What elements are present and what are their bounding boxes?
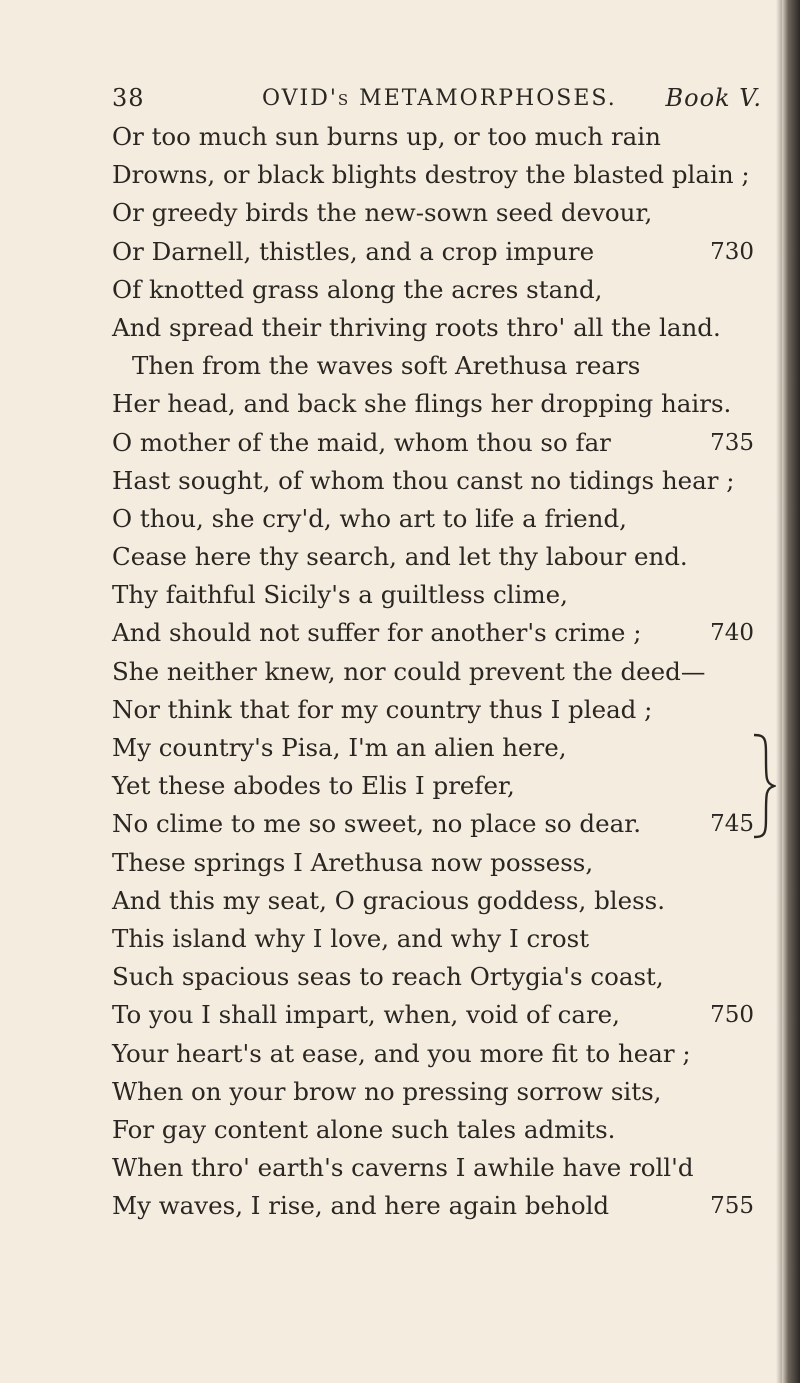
verse-line [112,1187,762,1225]
verse-text: Such spacious seas to reach Ortygia's coast, [112,962,664,992]
verse-line [112,194,762,232]
verse-line [112,920,762,958]
verse-text: Hast sought, of whom thou canst no tidings hear ; [112,465,735,495]
verse-line [112,882,762,920]
book-label: Book V. [665,84,762,112]
verse-text: She neither knew, nor could prevent the deed— [112,656,706,686]
verse-line [112,1149,762,1187]
verse-text: Drowns, or black blights destroy the blasted plain ; [112,160,750,190]
verse-text: Nor think that for my country thus I plead ; [112,694,653,724]
verse-line [112,996,762,1034]
verse-text: O thou, she cry'd, who art to life a friend, [112,503,627,533]
line-number: 740 [710,620,754,647]
verse-text: And should not suffer for another's crime ; [112,618,642,648]
verse-text: To you I shall impart, when, void of care, [112,1000,620,1030]
page-binding-edge [782,0,800,1383]
running-header [112,84,762,116]
verse-line [112,729,762,767]
line-number: 755 [710,1193,754,1220]
verse-text: Then from the waves soft Arethusa rears [132,351,641,381]
verse-text: And spread their thriving roots thro' all the land. [112,312,721,342]
verse-text: Or Darnell, thistles, and a crop impure [112,236,595,266]
verse-text: Cease here thy search, and let thy labour end. [112,542,688,572]
verse-text: And this my seat, O gracious goddess, bless. [112,885,666,915]
verse-line [112,653,762,691]
verse-text: Her head, and back she flings her dropping hairs. [112,389,732,419]
verse-text: O mother of the maid, whom thou so far [112,427,611,457]
verse-text: Or greedy birds the new-sown seed devour, [112,198,653,228]
verse-text: When on your brow no pressing sorrow sits, [112,1076,662,1106]
line-number: 730 [710,238,754,265]
verse-text: My country's Pisa, I'm an alien here, [112,733,567,762]
verse-line [112,767,762,805]
verse-line [112,805,762,843]
verse-line [112,958,762,996]
verse-line [112,614,762,652]
running-title: OVID's METAMORPHOSES. [262,86,617,111]
verse-line [112,1073,762,1111]
verse-text: This island why I love, and why I crost [112,923,590,953]
verse-line [112,347,762,385]
verse-line [112,385,762,423]
poem-text [112,118,762,1225]
line-number: 735 [710,429,754,456]
verse-text: Or too much sun burns up, or too much rain [112,122,661,151]
verse-line [112,424,762,462]
verse-line [112,271,762,309]
verse-line [112,576,762,614]
verse-text: Of knotted grass along the acres stand, [112,274,603,304]
verse-line [112,500,762,538]
verse-text: Yet these abodes to Elis I prefer, [112,771,515,801]
verse-line [112,118,762,156]
verse-line [112,691,762,729]
verse-line [112,233,762,271]
verse-text: When thro' earth's caverns I awhile have roll'd [112,1153,694,1183]
verse-text: For gay content alone such tales admits. [112,1114,616,1144]
line-number: 750 [710,1002,754,1029]
verse-text: Your heart's at ease, and you more fit to hear ; [112,1038,691,1068]
verse-line [112,1035,762,1073]
verse-text: These springs I Arethusa now possess, [112,847,594,877]
verse-text: My waves, I rise, and here again behold [112,1191,610,1221]
line-number: 745 [710,811,754,838]
page-number: 38 [112,84,145,112]
verse-line [112,538,762,576]
verse-line [112,156,762,194]
verse-line [112,844,762,882]
verse-line [112,309,762,347]
verse-text: No clime to me so sweet, no place so dear. [112,809,642,839]
verse-line [112,462,762,500]
verse-text: Thy faithful Sicily's a guiltless clime, [112,580,568,610]
verse-line [112,1111,762,1149]
